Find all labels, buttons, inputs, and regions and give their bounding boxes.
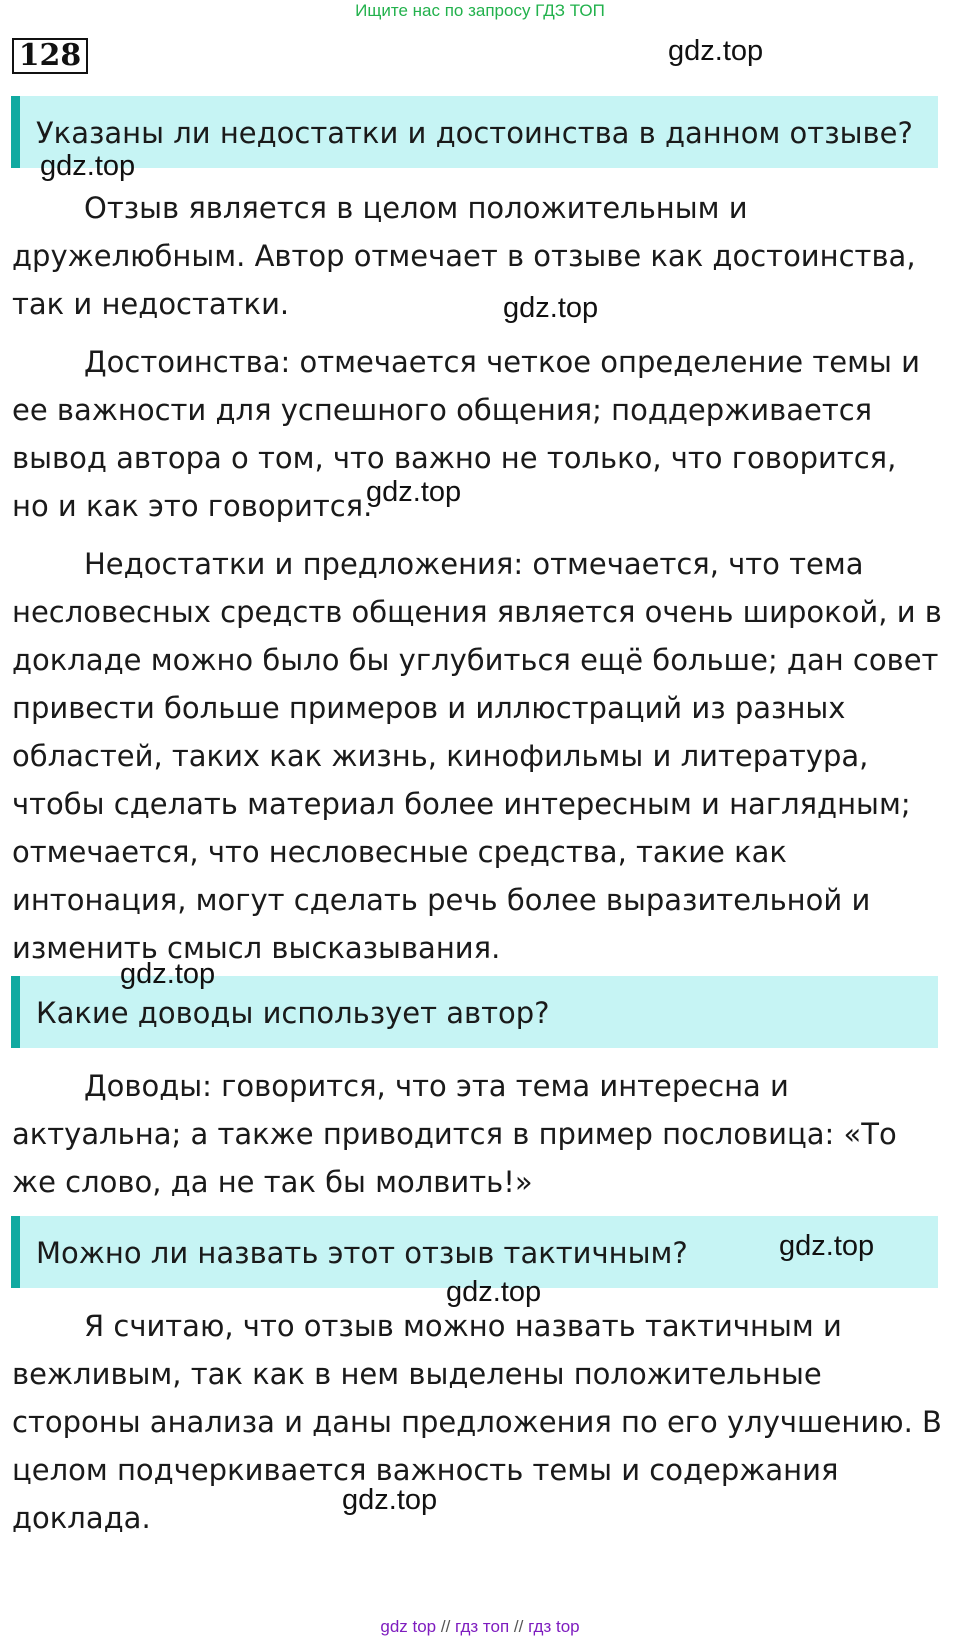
answer-paragraph: Отзыв является в целом положительным и дружелюбным. Автор отмечает в отзыве как достоинства, так и недостатки.: [12, 191, 916, 321]
answer-paragraph: Я считаю, что отзыв можно назвать тактичным и вежливым, так как в нем выделены положительные стороны анализа и даны предложения по его улучшению. В целом подчеркивается важность темы и содержания доклада.: [12, 1309, 942, 1535]
question-text: Указаны ли недостатки и достоинства в данном отзыве?: [36, 116, 913, 150]
footer-separator: //: [440, 1617, 451, 1636]
watermark: gdz.top: [40, 150, 136, 182]
question-box: [11, 96, 938, 168]
watermark: gdz.top: [668, 35, 764, 67]
answer-paragraph: Доводы: говорится, что эта тема интересна и актуальна; а также приводится в пример пословица: «То же слово, да не так бы молвить!»: [12, 1069, 897, 1199]
footer-link[interactable]: гдз топ: [455, 1617, 510, 1636]
question-text: Какие доводы использует автор?: [36, 996, 550, 1030]
watermark: gdz.top: [503, 292, 599, 324]
watermark: gdz.top: [120, 958, 216, 990]
answer-paragraph: Достоинства: отмечается четкое определение темы и ее важности для успешного общения; поддерживается вывод автора о том, что важно не только, что говорится, но и как это говорится.: [12, 345, 920, 523]
footer-links: [0, 1617, 960, 1637]
search-banner: Ищите нас по запросу ГДЗ ТОП: [355, 1, 605, 20]
footer-link[interactable]: гдз top: [528, 1617, 580, 1636]
watermark: gdz.top: [366, 476, 462, 508]
footer-link[interactable]: gdz top: [380, 1617, 437, 1636]
watermark: gdz.top: [779, 1230, 875, 1262]
answer-paragraph: Недостатки и предложения: отмечается, что тема несловесных средств общения является очень широкой, и в докладе можно было бы углубиться ещё больше; дан совет привести больше примеров и иллюстраций из разных областей, таких как жизнь, кинофильмы и литература, чтобы сделать материал более интересным и наглядным; отмечается, что несловесные средства, такие как интонация, могут сделать речь более выразительной и изменить смысл высказывания.: [12, 547, 942, 965]
watermark: gdz.top: [446, 1276, 542, 1308]
question-text: Можно ли назвать этот отзыв тактичным?: [36, 1236, 688, 1270]
task-number: 128: [12, 38, 88, 74]
footer-separator: //: [513, 1617, 524, 1636]
watermark: gdz.top: [342, 1484, 438, 1516]
